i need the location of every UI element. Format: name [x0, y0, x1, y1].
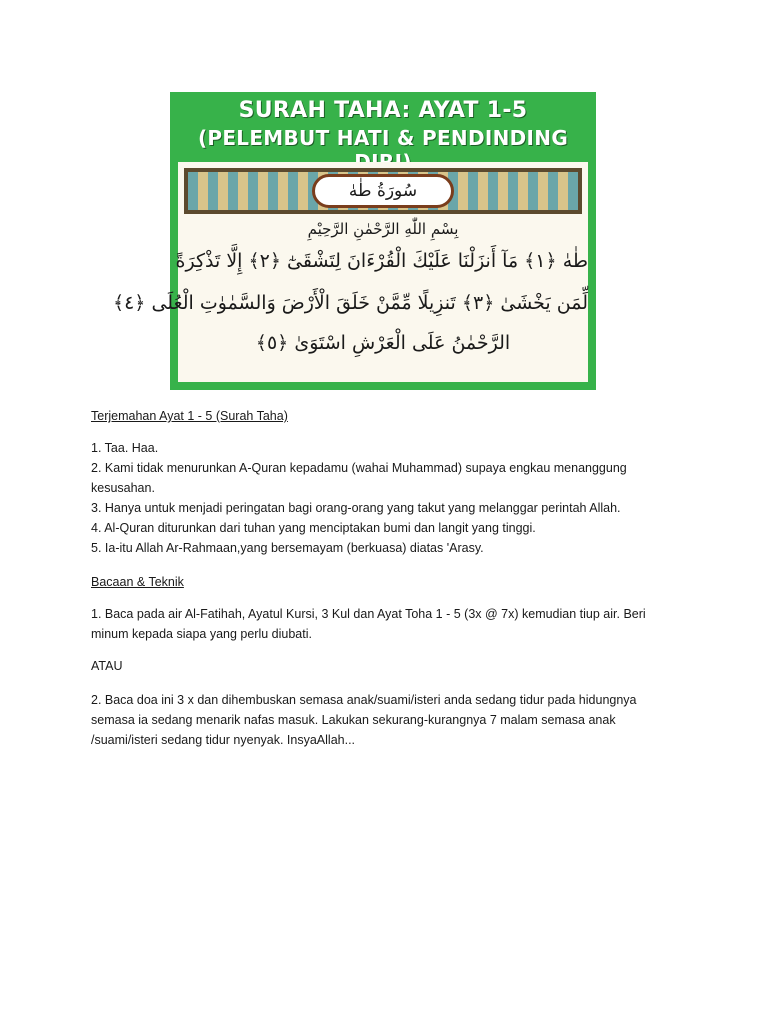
translation-line: 1. Taa. Haa.: [91, 441, 159, 455]
heading-terjemahan: Terjemahan Ayat 1 - 5 (Surah Taha): [91, 409, 288, 423]
basmalah: بِسْمِ اللّٰهِ الرَّحْمٰنِ الرَّحِيْمِ: [307, 220, 459, 238]
arabic-verse-line-1: طٰهٰ ﴿١﴾ مَآ أَنزَلْنَا عَلَيْكَ الْقُرْءَانَ لِتَشْقَىٰٓ ﴿٢﴾ إِلَّا تَذْكِرَةً: [175, 250, 588, 272]
step-1-line: 1. Baca pada air Al-Fatihah, Ayatul Kursi, 3 Kul dan Ayat Toha 1 - 5 (3x @ 7x) kemudian tiup air. Beri: [91, 607, 646, 621]
surah-taha-image: [112, 92, 596, 390]
heading-bacaan-teknik: Bacaan & Teknik: [91, 575, 184, 589]
ornamental-header-band: [184, 168, 582, 214]
step-2-line: semasa ia sedang menarik nafas masuk. Lakukan sekurang-kurangnya 7 malam semasa anak: [91, 713, 616, 727]
or-separator: [91, 656, 671, 676]
translation-line: kesusahan.: [91, 481, 155, 495]
step-2-paragraph: [91, 690, 671, 750]
step-1-line: minum kepada siapa yang perlu diubati.: [91, 627, 312, 641]
arabic-verse-line-3: الرَّحْمٰنُ عَلَى الْعَرْشِ اسْتَوَىٰ ﴿٥﴾: [255, 332, 511, 354]
translation-line: 5. Ia-itu Allah Ar-Rahmaan,yang bersemayam (berkuasa) diatas 'Arasy.: [91, 541, 484, 555]
step-2-line: 2. Baca doa ini 3 x dan dihembuskan semasa anak/suami/isteri anda sedang tidur pada hidungnya: [91, 693, 637, 707]
image-title-line1: SURAH TAHA: AYAT 1-5: [238, 98, 528, 123]
translation-heading: [91, 406, 671, 426]
surah-name-arabic: سُورَةُ طٰهٰ: [348, 181, 418, 201]
technique-heading-block: [91, 572, 671, 592]
quran-verse-panel: [112, 162, 588, 382]
translation-line: 4. Al-Quran diturunkan dari tuhan yang menciptakan bumi dan langit yang tinggi.: [91, 521, 536, 535]
step-1-paragraph: [91, 604, 671, 644]
translation-list: [91, 438, 671, 558]
surah-name-cartouche: [312, 174, 454, 208]
or-text: ATAU: [91, 659, 123, 673]
arabic-verse-line-2: لِّمَن يَخْشَىٰ ﴿٣﴾ تَنزِيلًا مِّمَّنْ خَلَقَ الْأَرْضَ وَالسَّمٰوٰتِ الْعُلَى ﴿٤﴾: [112, 292, 588, 314]
step-2-line: /suami/isteri sedang tidur nyenyak. InsyaAllah...: [91, 733, 356, 747]
translation-line: 2. Kami tidak menurunkan A-Quran kepadamu (wahai Muhammad) supaya engkau menanggung: [91, 461, 627, 475]
image-title-line2: (PELEMBUT HATI & PENDINDING: [197, 126, 569, 150]
translation-line: 3. Hanya untuk menjadi peringatan bagi orang-orang yang takut yang melanggar perintah Allah.: [91, 501, 621, 515]
